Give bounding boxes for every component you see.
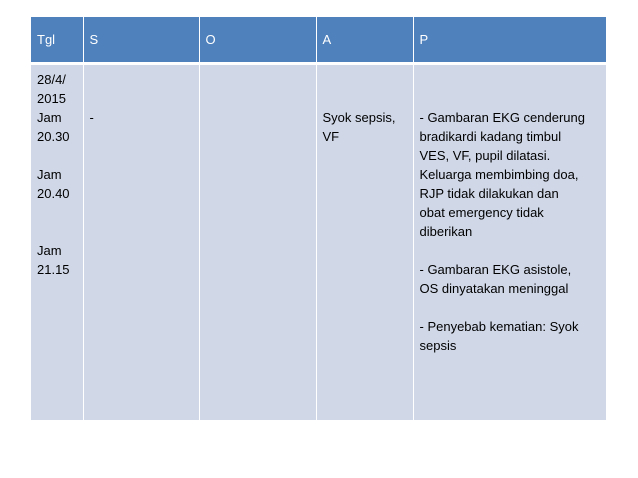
plan-line: diberikan [419,223,473,239]
plan-line: OS dinyatakan meninggal [419,280,569,296]
header-a: A [316,17,413,63]
time3-value: 21.15 [37,261,70,277]
date-line2: 2015 [37,90,66,106]
time1-label: Jam [37,109,62,125]
subjective-text: - [89,109,94,125]
date-line1: 28/4/ [37,71,66,87]
plan-block2 [420,260,601,298]
plan-line: obat emergency tidak [419,204,544,220]
table-row [31,63,606,420]
header-o: O [199,17,316,63]
plan-line: bradikardi kadang timbul [419,128,562,144]
cell-s [83,63,199,420]
soap-table [31,17,606,420]
plan-block3 [420,317,601,355]
time2-value: 20.40 [37,185,70,201]
assessment-line2: VF [322,128,340,144]
cell-tgl [31,63,83,420]
plan-line: Keluarga membimbing doa, [419,166,579,182]
assessment-line1: Syok sepsis, [322,109,396,125]
header-tgl: Tgl [31,17,83,63]
plan-line: - Gambaran EKG asistole, [419,261,572,277]
plan-block1 [420,108,601,241]
header-p: P [413,17,606,63]
plan-line: VES, VF, pupil dilatasi. [419,147,551,163]
cell-a [316,63,413,420]
header-row [31,17,606,63]
plan-line: sepsis [419,337,457,353]
plan-line: - Gambaran EKG cenderung [419,109,585,125]
cell-p [413,63,606,420]
time2-label: Jam [37,166,62,182]
time3-label: Jam [37,242,62,258]
plan-line: RJP tidak dilakukan dan [419,185,559,201]
header-s: S [83,17,199,63]
cell-o [199,63,316,420]
time1-value: 20.30 [37,128,70,144]
plan-line: - Penyebab kematian: Syok [419,318,579,334]
